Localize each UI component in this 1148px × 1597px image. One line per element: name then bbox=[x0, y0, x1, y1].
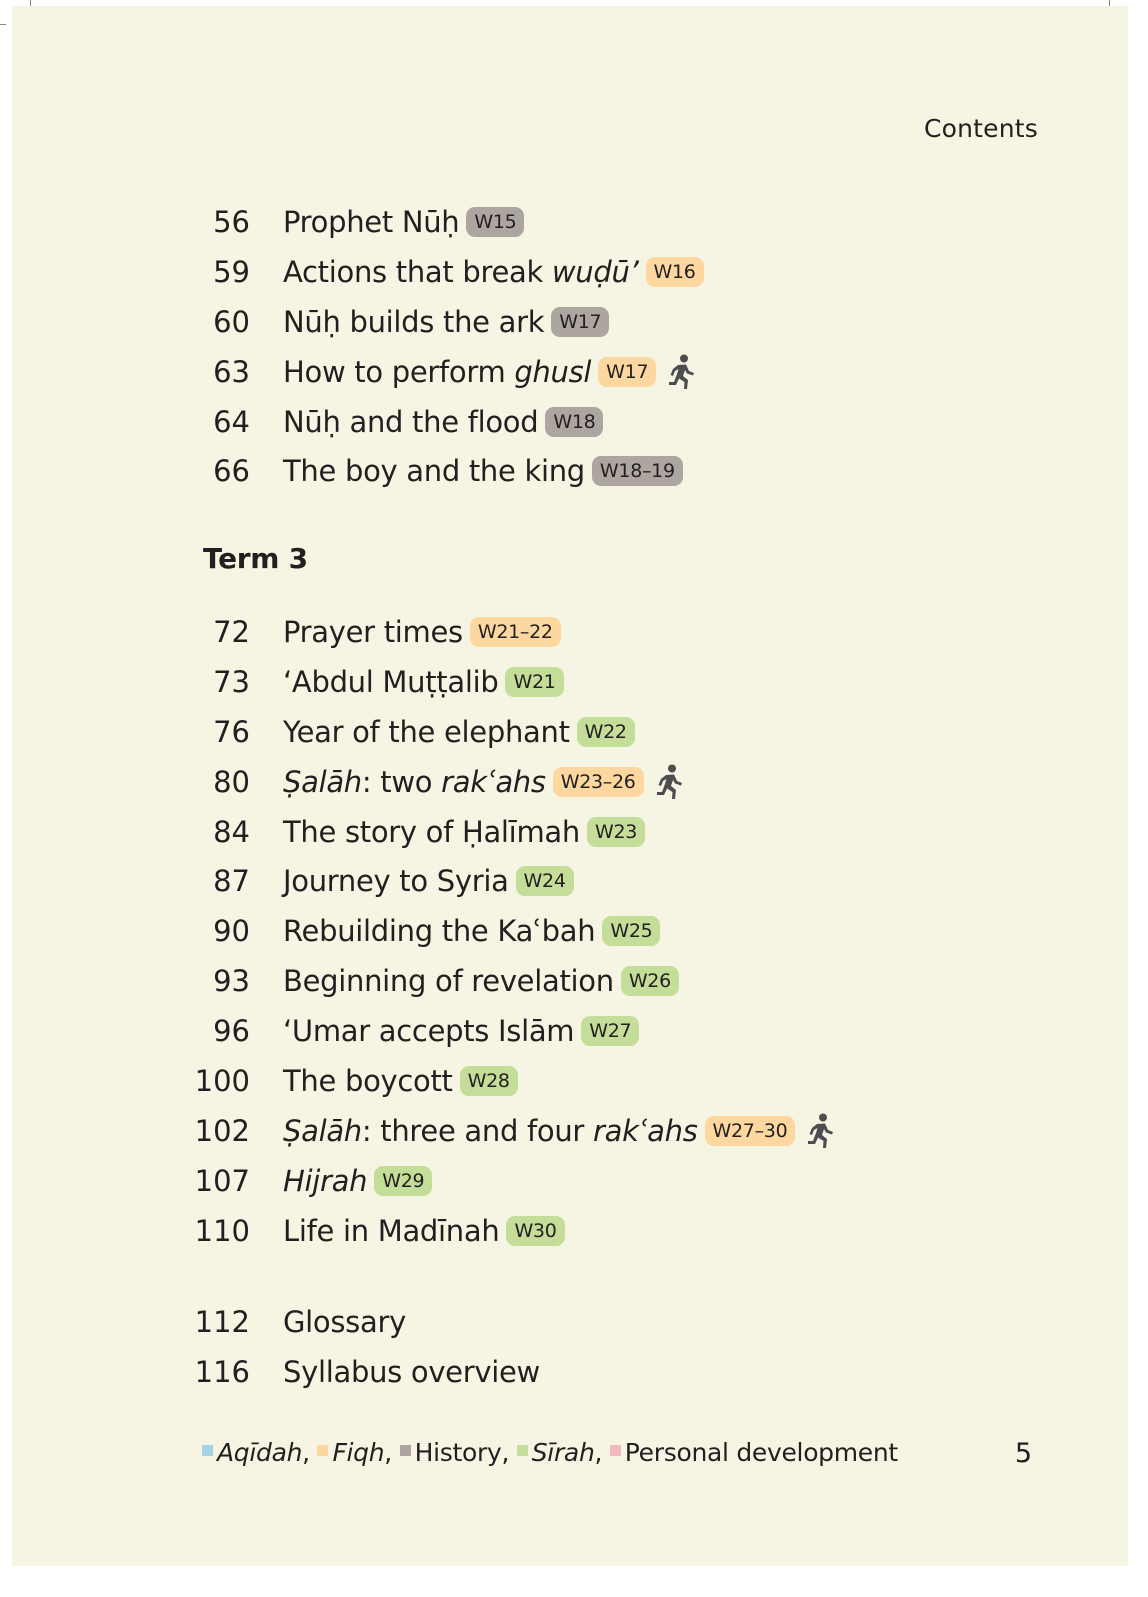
toc-entry-content bbox=[283, 352, 696, 392]
legend-swatch bbox=[610, 1445, 621, 1456]
toc-entry-content bbox=[283, 451, 683, 491]
legend-separator: , bbox=[302, 1438, 318, 1467]
toc-entry-content bbox=[283, 812, 645, 852]
toc-entry-content bbox=[283, 662, 564, 702]
toc-entry bbox=[12, 861, 1128, 911]
week-badge: W18 bbox=[545, 407, 603, 437]
toc-entry-content bbox=[283, 252, 704, 292]
legend-label: Sīrah bbox=[531, 1438, 595, 1467]
toc-page-number: 76 bbox=[213, 714, 250, 749]
legend-label: History bbox=[414, 1438, 502, 1467]
week-badge: W23–26 bbox=[553, 767, 644, 797]
toc-title bbox=[283, 1114, 698, 1148]
toc-page-number: 107 bbox=[194, 1163, 250, 1198]
toc-page-number: 63 bbox=[213, 354, 250, 389]
toc-entry bbox=[12, 202, 1128, 252]
toc-title bbox=[283, 964, 614, 998]
week-badge: W17 bbox=[598, 357, 656, 387]
toc-entry-content bbox=[283, 1352, 540, 1392]
toc-entry bbox=[12, 402, 1128, 452]
toc-title-italic-part: rakʿahs bbox=[592, 1113, 698, 1148]
toc-entry bbox=[12, 911, 1128, 961]
toc-title bbox=[283, 1014, 574, 1048]
toc-title-part: : two bbox=[361, 764, 442, 799]
toc-title-part: ‘Umar accepts Islām bbox=[283, 1014, 575, 1049]
week-badge: W18–19 bbox=[592, 456, 683, 486]
running-figure-icon bbox=[805, 1113, 835, 1149]
toc-entry bbox=[12, 662, 1128, 712]
toc-title bbox=[283, 765, 546, 799]
toc-page-number: 87 bbox=[213, 864, 250, 899]
toc-title-part: Nūḥ builds the ark bbox=[283, 304, 545, 339]
week-badge: W15 bbox=[466, 207, 524, 237]
term-heading: Term 3 bbox=[203, 542, 308, 575]
legend-swatch bbox=[400, 1445, 411, 1456]
crop-mark-left-top bbox=[0, 24, 6, 25]
toc-page-number: 73 bbox=[213, 664, 250, 699]
legend-item bbox=[400, 1438, 517, 1467]
toc-entry bbox=[12, 252, 1128, 302]
toc-entry bbox=[12, 352, 1128, 402]
toc-entry-content bbox=[283, 1211, 565, 1251]
week-badge: W24 bbox=[516, 866, 574, 896]
toc-title-part: Prophet Nūḥ bbox=[283, 205, 460, 239]
running-figure-icon bbox=[654, 764, 684, 800]
running-figure-icon bbox=[666, 354, 696, 390]
toc-entry-content bbox=[283, 762, 684, 802]
toc-page-number: 100 bbox=[194, 1064, 250, 1099]
week-badge: W17 bbox=[551, 307, 609, 337]
week-badge: W27 bbox=[581, 1016, 639, 1046]
legend-swatch bbox=[202, 1445, 213, 1456]
toc-entry bbox=[12, 1061, 1128, 1111]
toc-entry bbox=[12, 1111, 1128, 1161]
week-badge: W30 bbox=[506, 1216, 564, 1246]
toc-page-number: 56 bbox=[213, 205, 250, 239]
legend-label: Aqīdah bbox=[217, 1438, 303, 1467]
toc-page-number: 93 bbox=[213, 964, 250, 999]
toc-title bbox=[283, 815, 580, 849]
toc-page-number: 66 bbox=[213, 454, 250, 489]
toc-title bbox=[283, 405, 538, 439]
legend-separator: , bbox=[594, 1438, 610, 1467]
toc-title-part: How to perform bbox=[283, 354, 515, 389]
toc-entry-content bbox=[283, 1061, 518, 1101]
toc-entry-content bbox=[283, 302, 609, 342]
toc-title bbox=[283, 1214, 499, 1248]
book-page bbox=[12, 6, 1128, 1566]
crop-mark-top-left bbox=[30, 0, 31, 6]
toc-title-italic-part: Hijrah bbox=[283, 1163, 368, 1198]
toc-entry-content bbox=[283, 861, 574, 901]
toc-group-term3 bbox=[12, 612, 1128, 1261]
toc-title-part: Actions that break bbox=[283, 254, 552, 289]
toc-entry bbox=[12, 812, 1128, 862]
week-badge: W26 bbox=[621, 966, 679, 996]
toc-title-italic-part: rakʿahs bbox=[441, 764, 546, 799]
toc-title bbox=[283, 1355, 540, 1389]
legend-item bbox=[517, 1438, 610, 1467]
legend-swatch bbox=[317, 1445, 328, 1456]
toc-title-part: Life in Madīnah bbox=[283, 1213, 500, 1248]
toc-title bbox=[283, 1164, 367, 1198]
category-legend bbox=[202, 1438, 898, 1467]
week-badge: W22 bbox=[577, 717, 635, 747]
week-badge: W23 bbox=[587, 817, 645, 847]
week-badge: W28 bbox=[460, 1066, 518, 1096]
toc-title bbox=[283, 1305, 406, 1339]
toc-page-number: 102 bbox=[194, 1113, 250, 1148]
toc-entry-content bbox=[283, 402, 603, 442]
toc-title-part: The story of Ḥalīmah bbox=[283, 814, 580, 849]
week-badge: W21–22 bbox=[470, 617, 561, 647]
toc-title bbox=[283, 615, 463, 649]
week-badge: W16 bbox=[646, 257, 704, 287]
toc-entry bbox=[12, 762, 1128, 812]
toc-entry-content bbox=[283, 1011, 639, 1051]
toc-title-italic-part: ghusl bbox=[514, 354, 592, 389]
toc-entry bbox=[12, 712, 1128, 762]
toc-entry bbox=[12, 1211, 1128, 1261]
toc-title-italic-part: Ṣalāh bbox=[283, 764, 362, 799]
toc-title-italic-part: Ṣalāh bbox=[283, 1113, 362, 1148]
legend-item bbox=[610, 1438, 898, 1467]
crop-mark-top-right bbox=[1109, 0, 1110, 6]
toc-title-part: Nūḥ and the flood bbox=[283, 404, 539, 439]
toc-page-number: 116 bbox=[194, 1354, 250, 1389]
toc-title-part: Syllabus overview bbox=[283, 1354, 540, 1389]
toc-title bbox=[283, 665, 498, 699]
legend-item bbox=[317, 1438, 399, 1467]
toc-entry-content bbox=[283, 961, 679, 1001]
toc-title-part: Beginning of revelation bbox=[283, 964, 614, 999]
toc-group-term2 bbox=[12, 202, 1128, 501]
week-badge: W21 bbox=[505, 667, 563, 697]
toc-title bbox=[283, 864, 509, 898]
toc-title-part: Prayer times bbox=[283, 615, 463, 649]
toc-title-part: ‘Abdul Muṭṭalib bbox=[283, 664, 499, 699]
toc-entry bbox=[12, 612, 1128, 662]
week-badge: W25 bbox=[602, 916, 660, 946]
toc-entry-content bbox=[283, 1302, 406, 1342]
toc-entry bbox=[12, 1352, 1128, 1402]
legend-label: Fiqh bbox=[332, 1438, 385, 1467]
toc-entry-content bbox=[283, 612, 561, 652]
toc-page-number: 80 bbox=[213, 764, 250, 799]
toc-page-number: 60 bbox=[213, 304, 250, 339]
toc-entry bbox=[12, 451, 1128, 501]
toc-entry-content bbox=[283, 1161, 432, 1201]
toc-title-part: : three and four bbox=[361, 1113, 593, 1148]
toc-page-number: 59 bbox=[213, 254, 250, 289]
toc-title-part: Year of the elephant bbox=[283, 714, 570, 749]
running-head: Contents bbox=[923, 114, 1038, 143]
toc-page-number: 90 bbox=[213, 914, 250, 949]
toc-entry-content bbox=[283, 202, 524, 242]
week-badge: W27–30 bbox=[705, 1116, 796, 1146]
toc-title bbox=[283, 305, 544, 339]
toc-title-part: The boy and the king bbox=[283, 454, 585, 489]
toc-page-number: 64 bbox=[213, 404, 250, 439]
page-number: 5 bbox=[1014, 1438, 1032, 1469]
toc-entry bbox=[12, 302, 1128, 352]
toc-title-part: Glossary bbox=[283, 1305, 406, 1339]
toc-title bbox=[283, 715, 570, 749]
toc-page-number: 84 bbox=[213, 814, 250, 849]
toc-entry-content bbox=[283, 911, 660, 951]
toc-title-part: The boycott bbox=[283, 1064, 453, 1099]
toc-entry bbox=[12, 961, 1128, 1011]
legend-label: Personal development bbox=[624, 1438, 898, 1467]
toc-title bbox=[283, 914, 595, 948]
legend-separator: , bbox=[501, 1438, 517, 1467]
toc-page-number: 110 bbox=[194, 1213, 250, 1248]
toc-entry-content bbox=[283, 712, 635, 752]
legend-item bbox=[202, 1438, 317, 1467]
toc-title bbox=[283, 1064, 453, 1098]
legend-swatch bbox=[517, 1445, 528, 1456]
toc-page-number: 96 bbox=[213, 1014, 250, 1049]
toc-title bbox=[283, 355, 591, 389]
toc-title bbox=[283, 255, 639, 289]
toc-title-part: Rebuilding the Kaʿbah bbox=[283, 914, 596, 949]
legend-separator: , bbox=[384, 1438, 400, 1467]
toc-entry bbox=[12, 1011, 1128, 1061]
toc-title-italic-part: wuḍū’ bbox=[551, 254, 639, 289]
week-badge: W29 bbox=[374, 1166, 432, 1196]
toc-title-part: Journey to Syria bbox=[283, 864, 509, 899]
toc-group-backmatter bbox=[12, 1302, 1128, 1402]
toc-title bbox=[283, 454, 585, 488]
toc-entry bbox=[12, 1302, 1128, 1352]
toc-entry-content bbox=[283, 1111, 835, 1151]
toc-page-number: 72 bbox=[213, 615, 250, 649]
toc-title bbox=[283, 205, 459, 239]
toc-page-number: 112 bbox=[194, 1305, 250, 1339]
toc-entry bbox=[12, 1161, 1128, 1211]
